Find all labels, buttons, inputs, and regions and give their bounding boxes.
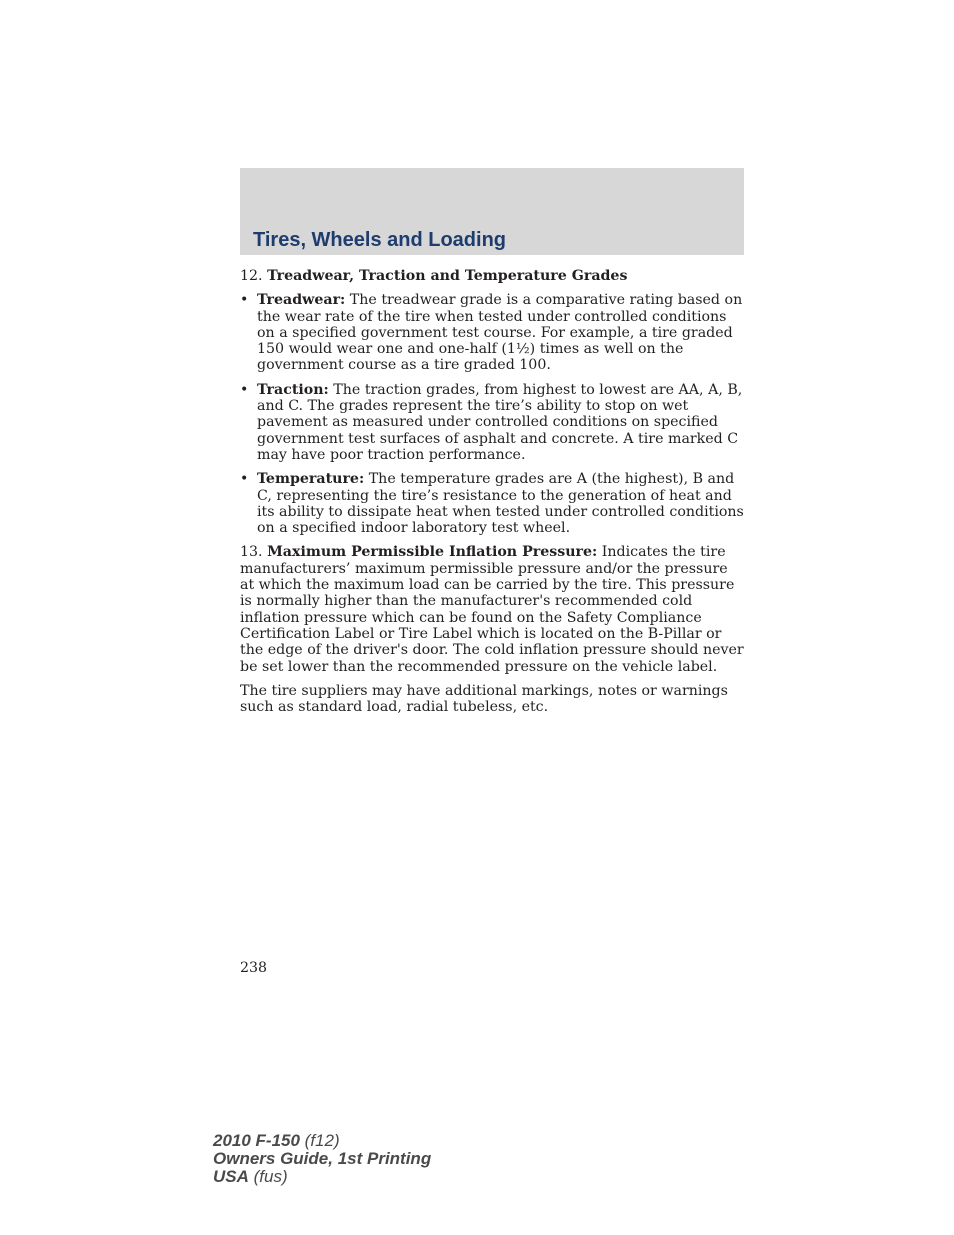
- bullet-icon: •: [240, 381, 249, 398]
- traction-label: Traction:: [257, 381, 329, 398]
- item-12-title: Treadwear, Traction and Temperature Grades: [267, 268, 628, 284]
- bullet-icon: •: [240, 292, 249, 309]
- footer-market: USA: [213, 1167, 249, 1186]
- traction-text: The traction grades, from highest to lowest are AA, A, B, and C. The grades represent the tire’s ability to stop on wet pavement as measured under controlled conditions on specified government test surfaces of asphalt and concrete. A tire marked C may have poor traction performance.: [257, 381, 743, 463]
- item-13-number: 13.: [240, 544, 263, 561]
- list-item-temperature: [240, 471, 744, 536]
- treadwear-text: The treadwear grade is a comparative rating based on the wear rate of the tire when tested under controlled conditions on a specified government test course. For example, a tire graded 150 would wear one and one-half (1½) times as well on the government course as a tire graded 100.: [257, 292, 743, 374]
- item-13-label: Maximum Permissible Inflation Pressure:: [267, 544, 598, 561]
- footer-model-code: (f12): [299, 1131, 340, 1150]
- section-title: Tires, Wheels and Loading: [253, 229, 507, 251]
- treadwear-label: Treadwear:: [257, 292, 346, 309]
- item-13-text: Indicates the tire manufacturers’ maximum permissible pressure and/or the pressure at which the maximum load can be carried by the tire. This pressure is normally higher than the manufacturer's recommended cold inflation pressure which can be found on the Safety Compliance Certification Label or Tire Label which is located on the B-Pillar or the edge of the driver's door. The cold inflation pressure should never be set lower than the recommended pressure on the vehicle label.: [240, 544, 744, 675]
- list-item-treadwear: [240, 292, 744, 373]
- item-12-heading: [240, 268, 744, 284]
- footer-guide: Owners Guide, 1st Printing: [213, 1149, 432, 1168]
- item-12-number: 12.: [240, 268, 263, 284]
- footer-model: 2010 F-150: [213, 1131, 300, 1150]
- temperature-text: The temperature grades are A (the highest), B and C, representing the tire’s resistance to the generation of heat and its ability to dissipate heat when tested under controlled conditions on a specified indoor laboratory test wheel.: [257, 471, 744, 537]
- temperature-label: Temperature:: [257, 471, 365, 488]
- grades-bullet-list: [240, 292, 744, 536]
- page-number: 238: [240, 960, 268, 976]
- footer-line-guide: [213, 1150, 431, 1168]
- footer-market-code: (fus): [248, 1167, 288, 1186]
- footer-line-model: [213, 1132, 431, 1150]
- list-item-traction: [240, 382, 744, 463]
- item-13-paragraph: [240, 544, 744, 674]
- bullet-icon: •: [240, 471, 249, 488]
- footer-line-market: [213, 1168, 431, 1186]
- closing-paragraph: The tire suppliers may have additional markings, notes or warnings such as standard load, radial tubeless, etc.: [240, 682, 728, 716]
- section-header-band: [240, 168, 744, 255]
- page-content: [240, 268, 744, 723]
- print-footer: [213, 1132, 431, 1186]
